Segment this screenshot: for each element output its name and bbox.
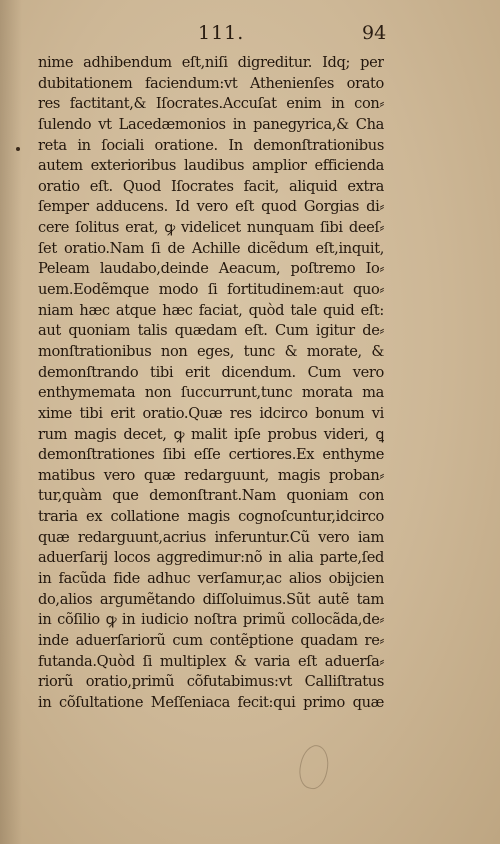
text-line: ſet oratio.Nam ſi de Achille dicẽdum eſt,inquit,: [38, 239, 384, 257]
text-line: Peleam laudabo,deinde Aeacum, poſtremo Io⸗: [38, 260, 384, 278]
text-line: aut quoniam talis quædam eſt. Cum igitur de⸗: [38, 322, 384, 340]
text-line: nime adhibendum eſt,niſi digreditur. Idq; per: [38, 54, 384, 71]
text-line: xime tibi erit oratio.Quæ res idcirco bonum vi: [38, 404, 384, 422]
text-line: in cõſultatione Meſſeniaca fecit:qui primo quæ: [38, 693, 384, 711]
text-line: reta in ſociali oratione. In demonſtrationibus: [38, 136, 384, 154]
text-line: futanda.Quòd ſi multiplex & varia eſt aduerſa⸗: [38, 652, 384, 670]
text-line: rum magis decet, ꝙ malit ipſe probus videri, ꝗ: [38, 425, 384, 443]
text-line: oratio eſt. Quod Iſocrates facit, aliquid extra: [38, 177, 384, 195]
spine-shadow: [0, 0, 22, 844]
text-line: res factitant,& Iſocrates.Accuſat enim in con⸗: [38, 95, 384, 113]
text-line: in cõſilio ꝙ in iudicio noſtra primũ collocãda,de⸗: [38, 611, 384, 629]
paper-stain: [296, 743, 333, 792]
text-line: inde aduerſariorũ cum contẽptione quadam re⸗: [38, 631, 384, 649]
folio-left: 111.: [198, 22, 245, 44]
text-line: monſtrationibus non eges, tunc & morate, &: [38, 342, 384, 360]
margin-mark: [16, 147, 20, 151]
text-body: [38, 53, 384, 714]
text-line: do,alios argumẽtando diſſoluimus.Sũt autẽ tam: [38, 590, 384, 608]
text-line: demonſtrando tibi erit dicendum. Cum vero: [38, 363, 384, 381]
text-line: matibus vero quæ redarguunt, magis proban⸗: [38, 466, 384, 484]
text-line: quæ redarguunt,acrius inferuntur.Cũ vero iam: [38, 528, 384, 546]
page-number: 94: [362, 22, 387, 44]
text-line: autem exterioribus laudibus amplior efficienda: [38, 157, 384, 175]
text-line: ſemper adducens. Id vero eſt quod Gorgias di⸗: [38, 198, 384, 216]
text-line: enthymemata non ſuccurrunt,tunc morata ma: [38, 384, 384, 402]
text-line: dubitationem faciendum:vt Athenienſes orato: [38, 74, 384, 92]
text-line: cere ſolitus erat, ꝙ videlicet nunquam ſibi deeſ⸗: [38, 219, 384, 237]
text-line: aduerſarij locos aggredimur:nõ in alia parte,ſed: [38, 549, 384, 567]
text-line: demonſtrationes ſibi eſſe certiores.Ex enthyme: [38, 446, 384, 464]
text-line: traria ex collatione magis cognoſcuntur,idcirco: [38, 508, 384, 526]
text-line: ſulendo vt Lacedæmonios in panegyrica,& Cha: [38, 115, 384, 133]
page-header: [0, 22, 500, 50]
text-line: uem.Eodẽmque modo ſi fortitudinem:aut quo⸗: [38, 281, 384, 299]
text-line: riorũ oratio,primũ cõfutabimus:vt Calliſtratus: [38, 673, 384, 691]
text-line: in facũda fide adhuc verſamur,ac alios obijcien: [38, 570, 384, 588]
text-line: tur,quàm que demonſtrant.Nam quoniam con: [38, 487, 384, 505]
text-line: niam hæc atque hæc faciat, quòd tale quid eſt:: [38, 301, 384, 319]
